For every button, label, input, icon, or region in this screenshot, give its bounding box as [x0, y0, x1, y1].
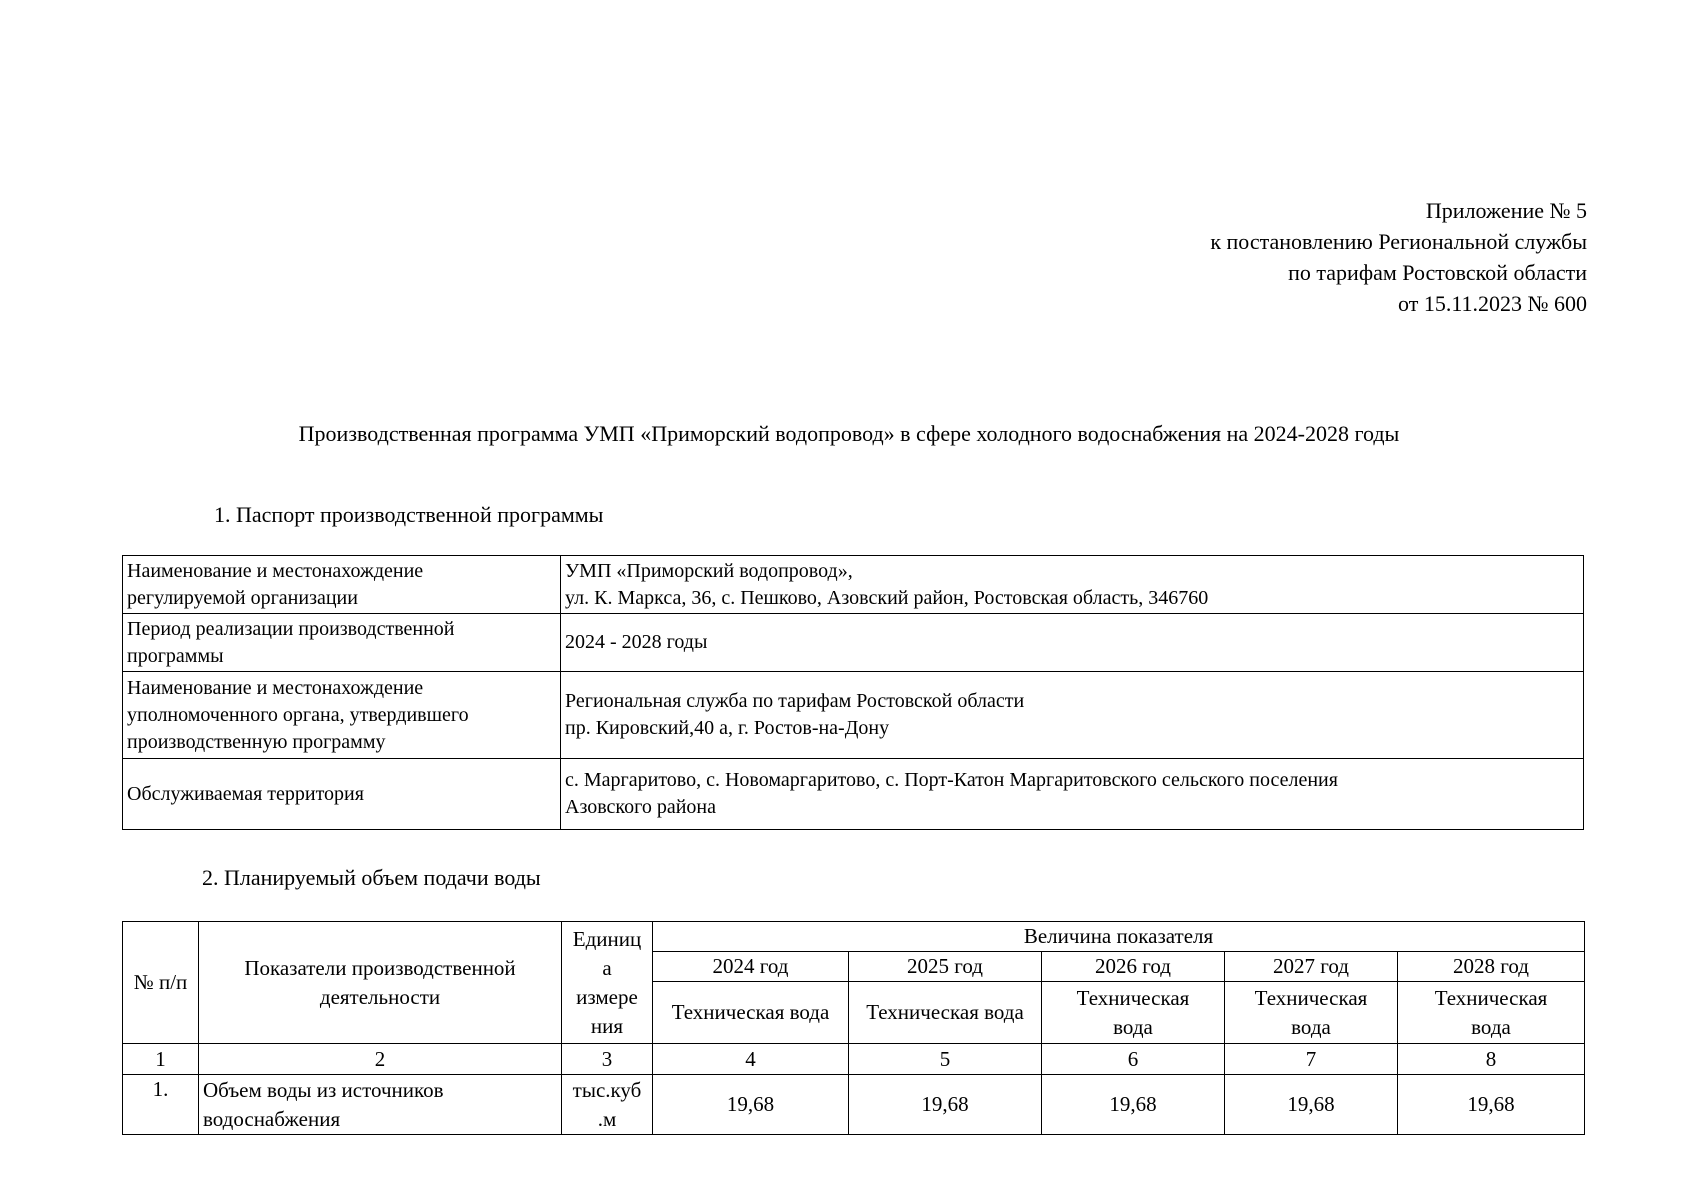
passport-label: Период реализации производственной программы — [123, 614, 561, 672]
column-number: 8 — [1398, 1044, 1585, 1075]
passport-value: с. Маргаритово, с. Новомаргаритово, с. Порт-Катон Маргаритовского сельского поселения Азовского района — [561, 759, 1584, 830]
section-1-heading: 1. Паспорт производственной программы — [214, 502, 604, 527]
passport-label: Наименование и местонахождение уполномоченного органа, утвердившего производственную программу — [123, 672, 561, 759]
passport-row-period — [123, 614, 1584, 672]
header-water-type: Техническая вода — [1225, 982, 1398, 1044]
header-water-type: Техническая вода — [1398, 982, 1585, 1044]
document-title: Производственная программа УМП «Приморский водопровод» в сфере холодного водоснабжения на 2024-2028 годы — [298, 421, 1400, 446]
appendix-date: от 15.11.2023 № 600 — [1398, 291, 1587, 316]
header-year: 2026 год — [1042, 952, 1225, 982]
water-volume-table — [122, 921, 1585, 1135]
column-number: 4 — [653, 1044, 849, 1075]
row-value: 19,68 — [849, 1075, 1042, 1135]
row-value: 19,68 — [653, 1075, 849, 1135]
column-number: 1 — [123, 1044, 199, 1075]
passport-value: УМП «Приморский водопровод», ул. К. Маркса, 36, с. Пешково, Азовский район, Ростовская область, 346760 — [561, 556, 1584, 614]
header-unit: Единиц а измере ния — [562, 922, 653, 1044]
column-number: 5 — [849, 1044, 1042, 1075]
passport-value: 2024 - 2028 годы — [561, 614, 1584, 672]
section-2-heading: 2. Планируемый объем подачи воды — [202, 865, 541, 890]
header-value-group: Величина показателя — [653, 922, 1585, 952]
header-indicator: Показатели производственной деятельности — [199, 922, 562, 1044]
header-row-1 — [123, 922, 1585, 952]
appendix-block — [1210, 195, 1587, 319]
passport-row-organization — [123, 556, 1584, 614]
header-year: 2027 год — [1225, 952, 1398, 982]
row-number: 1. — [123, 1075, 199, 1135]
appendix-authority: по тарифам Ростовской области — [1288, 260, 1587, 285]
column-number: 3 — [562, 1044, 653, 1075]
row-value: 19,68 — [1042, 1075, 1225, 1135]
passport-label: Наименование и местонахождение регулируемой организации — [123, 556, 561, 614]
passport-table — [122, 555, 1584, 830]
header-num: № п/п — [123, 922, 199, 1044]
passport-row-authority — [123, 672, 1584, 759]
row-value: 19,68 — [1225, 1075, 1398, 1135]
row-indicator: Объем воды из источников водоснабжения — [199, 1075, 562, 1135]
appendix-resolution: к постановлению Региональной службы — [1210, 229, 1587, 254]
column-number: 7 — [1225, 1044, 1398, 1075]
column-number: 2 — [199, 1044, 562, 1075]
header-water-type: Техническая вода — [1042, 982, 1225, 1044]
row-value: 19,68 — [1398, 1075, 1585, 1135]
header-year: 2024 год — [653, 952, 849, 982]
passport-label: Обслуживаемая территория — [123, 759, 561, 830]
header-water-type: Техническая вода — [653, 982, 849, 1044]
column-number: 6 — [1042, 1044, 1225, 1075]
appendix-number: Приложение № 5 — [1425, 198, 1587, 223]
header-water-type: Техническая вода — [849, 982, 1042, 1044]
header-year: 2025 год — [849, 952, 1042, 982]
row-unit: тыс.куб .м — [562, 1075, 653, 1135]
column-number-row — [123, 1044, 1585, 1075]
table-row — [123, 1075, 1585, 1135]
passport-value: Региональная служба по тарифам Ростовской области пр. Кировский,40 а, г. Ростов-на-Дону — [561, 672, 1584, 759]
header-year: 2028 год — [1398, 952, 1585, 982]
passport-row-territory — [123, 759, 1584, 830]
